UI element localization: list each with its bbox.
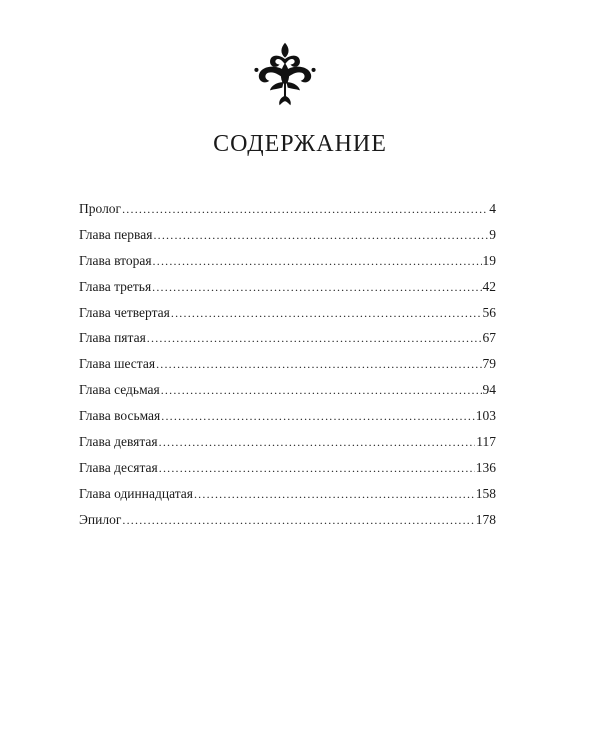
toc-entry-chapter-1[interactable] bbox=[79, 226, 496, 252]
toc-entry-chapter-7[interactable] bbox=[79, 381, 496, 407]
dot-leader bbox=[156, 355, 481, 373]
floral-ornament-icon bbox=[251, 40, 319, 108]
toc-entry-page: 79 bbox=[482, 356, 496, 372]
dot-leader bbox=[153, 226, 488, 244]
toc-entry-title: Глава девятая bbox=[79, 434, 158, 450]
dot-leader bbox=[153, 252, 482, 270]
dot-leader bbox=[122, 200, 488, 218]
toc-entry-page: 67 bbox=[482, 330, 496, 346]
toc-entry-page: 19 bbox=[482, 252, 496, 268]
toc-entry-page: 56 bbox=[482, 304, 496, 320]
toc-entry-title: Пролог bbox=[79, 201, 122, 216]
toc-entry-page: 94 bbox=[482, 382, 496, 398]
toc-entry-title: Глава третья bbox=[79, 278, 152, 294]
toc-entry-chapter-2[interactable] bbox=[79, 252, 496, 278]
toc-entry-title: Глава вторая bbox=[79, 252, 152, 268]
toc-entry-title: Глава десятая bbox=[79, 459, 158, 475]
toc-entry-title: Глава шестая bbox=[79, 356, 156, 372]
toc-entry-page: 4 bbox=[489, 201, 496, 216]
toc-entry-title: Глава одиннадцатая bbox=[79, 485, 193, 501]
dot-leader bbox=[194, 485, 475, 503]
table-of-contents bbox=[79, 200, 496, 537]
toc-entry-title: Глава седьмая bbox=[79, 382, 160, 398]
toc-entry-title: Глава пятая bbox=[79, 330, 146, 346]
toc-entry-chapter-8[interactable] bbox=[79, 407, 496, 433]
toc-entry-page: 9 bbox=[489, 226, 496, 242]
toc-entry-chapter-9[interactable] bbox=[79, 433, 496, 459]
page-title: СОДЕРЖАНИЕ bbox=[213, 131, 387, 157]
toc-entry-chapter-11[interactable] bbox=[79, 485, 496, 511]
toc-entry-chapter-4[interactable] bbox=[79, 304, 496, 330]
toc-entry-title: Глава восьмая bbox=[79, 408, 161, 424]
toc-entry-chapter-10[interactable] bbox=[79, 459, 496, 485]
dot-leader bbox=[161, 407, 474, 425]
toc-entry-epilogue[interactable] bbox=[79, 511, 496, 537]
dot-leader bbox=[161, 381, 482, 399]
dot-leader bbox=[147, 329, 482, 347]
dot-leader bbox=[159, 433, 476, 451]
dot-leader bbox=[122, 511, 474, 529]
toc-entry-page: 178 bbox=[475, 511, 496, 527]
dot-leader bbox=[171, 304, 482, 322]
dot-leader bbox=[152, 278, 481, 296]
toc-entry-page: 103 bbox=[475, 408, 496, 424]
toc-entry-chapter-3[interactable] bbox=[79, 278, 496, 304]
toc-entry-title: Глава первая bbox=[79, 226, 153, 242]
toc-entry-chapter-6[interactable] bbox=[79, 355, 496, 381]
toc-entry-page: 42 bbox=[482, 278, 496, 294]
toc-entry-page: 136 bbox=[475, 459, 496, 475]
toc-entry-prologue[interactable] bbox=[79, 200, 496, 226]
toc-entry-page: 158 bbox=[475, 485, 496, 501]
dot-leader bbox=[159, 459, 475, 477]
toc-entry-page: 117 bbox=[476, 434, 496, 450]
toc-entry-chapter-5[interactable] bbox=[79, 329, 496, 355]
toc-entry-title: Глава четвертая bbox=[79, 304, 170, 320]
toc-entry-title: Эпилог bbox=[79, 511, 122, 527]
